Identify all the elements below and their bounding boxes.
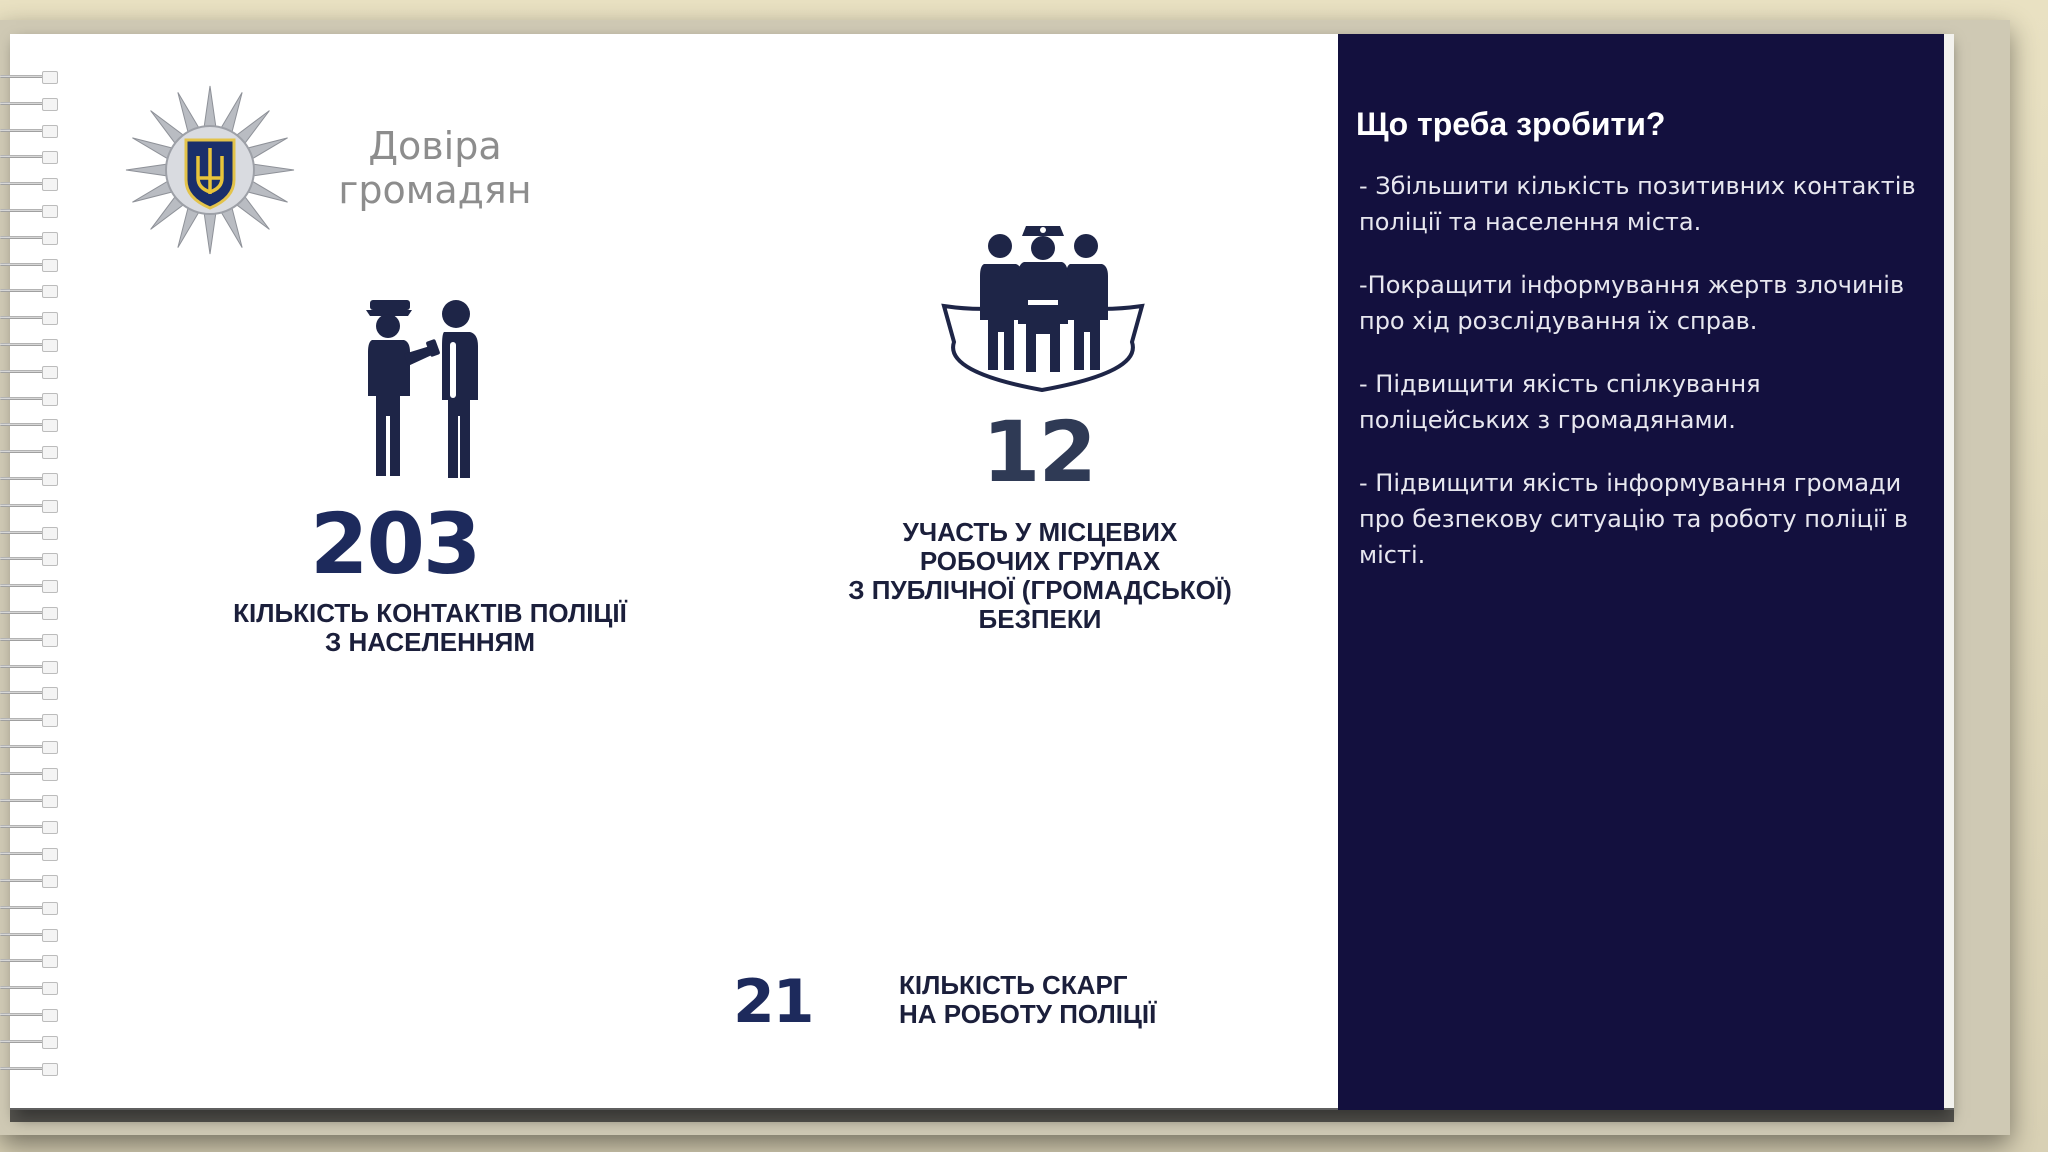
complaints-label-line: НА РОБОТУ ПОЛІЦІЇ xyxy=(899,999,1157,1029)
spiral-ring xyxy=(0,95,58,113)
working-groups-label-line: УЧАСТЬ У МІСЦЕВИХ xyxy=(902,517,1178,547)
slide-bottom-shadow xyxy=(10,1108,1954,1122)
spiral-ring xyxy=(0,497,58,515)
spiral-ring xyxy=(0,899,58,917)
star-ray xyxy=(204,86,217,131)
spiral-binding xyxy=(0,68,64,1088)
spiral-ring xyxy=(0,390,58,408)
todo-list xyxy=(1359,168,1919,600)
contacts-label-line: КІЛЬКІСТЬ КОНТАКТІВ ПОЛІЦІЇ xyxy=(233,598,627,628)
spiral-ring xyxy=(0,202,58,220)
spiral-ring xyxy=(0,363,58,381)
working-groups-label xyxy=(840,518,1240,634)
spiral-ring xyxy=(0,845,58,863)
spiral-ring xyxy=(0,926,58,944)
todo-item: -Покращити інформування жертв злочинів про хід розслідування їх справ. xyxy=(1359,271,1905,335)
spiral-ring xyxy=(0,577,58,595)
spiral-ring xyxy=(0,711,58,729)
slide-title-line-2: громадян xyxy=(338,168,532,212)
todo-panel-title: Що треба зробити? xyxy=(1356,106,1666,142)
complaints-label xyxy=(899,971,1239,1029)
todo-item: - Підвищити якість спілкування поліцейських з громадянами. xyxy=(1359,370,1761,434)
spiral-ring xyxy=(0,1060,58,1078)
working-group-icon xyxy=(938,222,1148,392)
spiral-ring xyxy=(0,175,58,193)
spiral-ring xyxy=(0,952,58,970)
working-groups-count: 12 xyxy=(982,403,1095,501)
spiral-ring xyxy=(0,604,58,622)
spiral-ring xyxy=(0,738,58,756)
complaints-label-line: КІЛЬКІСТЬ СКАРГ xyxy=(899,970,1128,1000)
spiral-ring xyxy=(0,765,58,783)
spiral-ring xyxy=(0,470,58,488)
working-groups-label-line: РОБОЧИХ ГРУПАХ xyxy=(919,546,1161,576)
star-ray xyxy=(249,164,294,177)
spiral-ring xyxy=(0,282,58,300)
contacts-count: 203 xyxy=(310,495,480,593)
star-ray xyxy=(126,164,171,177)
spiral-ring xyxy=(0,336,58,354)
spiral-ring xyxy=(0,416,58,434)
todo-item: - Збільшити кількість позитивних контактів поліції та населення міста. xyxy=(1359,172,1916,236)
spiral-ring xyxy=(0,229,58,247)
spiral-ring xyxy=(0,979,58,997)
spiral-ring xyxy=(0,68,58,86)
spiral-ring xyxy=(0,631,58,649)
police-contact-icon xyxy=(350,296,510,482)
spiral-ring xyxy=(0,818,58,836)
spiral-ring xyxy=(0,1006,58,1024)
slide-edge xyxy=(1944,34,1954,1110)
spiral-ring xyxy=(0,658,58,676)
national-police-star-icon xyxy=(120,82,300,258)
contacts-label-line: З НАСЕЛЕННЯМ xyxy=(324,627,536,657)
spiral-ring xyxy=(0,443,58,461)
spiral-ring xyxy=(0,309,58,327)
working-groups-label-line: З ПУБЛІЧНОЇ (ГРОМАДСЬКОЇ) xyxy=(848,575,1232,605)
working-groups-label-line: БЕЗПЕКИ xyxy=(978,604,1102,634)
spiral-ring xyxy=(0,684,58,702)
spiral-ring xyxy=(0,122,58,140)
slide-title-line-1: Довіра xyxy=(368,124,502,168)
todo-item: - Підвищити якість інформування громади про безпекову ситуацію та роботу поліції в місті. xyxy=(1359,469,1909,569)
spiral-ring xyxy=(0,872,58,890)
star-ray xyxy=(204,209,217,254)
spiral-ring xyxy=(0,1033,58,1051)
complaints-count: 21 xyxy=(733,967,813,1037)
spiral-ring xyxy=(0,550,58,568)
spiral-ring xyxy=(0,256,58,274)
spiral-ring xyxy=(0,792,58,810)
spiral-ring xyxy=(0,148,58,166)
slide-title xyxy=(330,124,540,212)
spiral-ring xyxy=(0,524,58,542)
contacts-label xyxy=(220,599,640,657)
